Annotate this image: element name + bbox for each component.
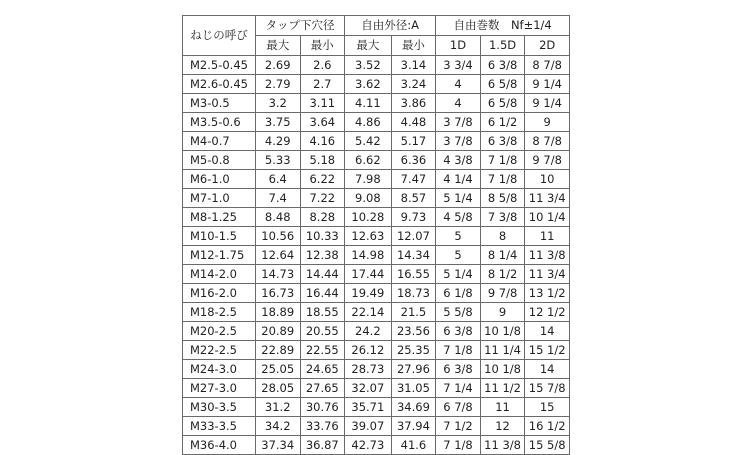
cell-od-min: 6.36 [391,151,436,170]
cell-coils-1d: 7 1/8 [436,436,481,455]
cell-tap-min: 6.22 [300,170,345,189]
cell-coils-1-5d: 10 1/8 [480,322,525,341]
table-row [183,94,570,113]
cell-od-min: 3.86 [391,94,436,113]
cell-size: M3.5-0.6 [183,113,256,132]
table-row [183,170,570,189]
cell-od-max: 12.63 [345,227,392,246]
cell-coils-2d: 11 3/4 [525,189,570,208]
cell-od-max: 4.11 [345,94,392,113]
cell-size: M20-2.5 [183,322,256,341]
cell-tap-min: 22.55 [300,341,345,360]
cell-coils-1-5d: 8 5/8 [480,189,525,208]
cell-coils-2d: 14 [525,322,570,341]
cell-coils-2d: 14 [525,360,570,379]
cell-coils-1d: 7 1/2 [436,417,481,436]
spec-table [182,15,570,455]
cell-tap-min: 33.76 [300,417,345,436]
cell-coils-1-5d: 11 1/2 [480,379,525,398]
cell-tap-max: 10.56 [255,227,300,246]
cell-coils-1d: 3 3/4 [436,56,481,75]
cell-tap-max: 4.29 [255,132,300,151]
cell-od-min: 18.73 [391,284,436,303]
cell-coils-1-5d: 6 3/8 [480,132,525,151]
table-row [183,360,570,379]
cell-coils-1d: 5 [436,227,481,246]
cell-tap-max: 22.89 [255,341,300,360]
cell-od-min: 3.24 [391,75,436,94]
cell-size: M36-4.0 [183,436,256,455]
cell-coils-1-5d: 8 1/2 [480,265,525,284]
cell-od-max: 3.62 [345,75,392,94]
cell-od-max: 42.73 [345,436,392,455]
cell-tap-max: 25.05 [255,360,300,379]
cell-od-min: 12.07 [391,227,436,246]
cell-od-max: 9.08 [345,189,392,208]
cell-tap-max: 14.73 [255,265,300,284]
header-1d: 1D [436,36,481,56]
cell-coils-2d: 15 [525,398,570,417]
cell-tap-min: 12.38 [300,246,345,265]
cell-od-max: 32.07 [345,379,392,398]
cell-tap-max: 28.05 [255,379,300,398]
table-row [183,132,570,151]
cell-coils-1-5d: 9 7/8 [480,284,525,303]
cell-coils-2d: 15 7/8 [525,379,570,398]
cell-tap-min: 2.6 [300,56,345,75]
cell-size: M27-3.0 [183,379,256,398]
cell-coils-1-5d: 6 1/2 [480,113,525,132]
cell-coils-1d: 6 3/8 [436,360,481,379]
cell-tap-max: 6.4 [255,170,300,189]
cell-od-max: 17.44 [345,265,392,284]
cell-tap-min: 8.28 [300,208,345,227]
table-row [183,341,570,360]
cell-od-max: 10.28 [345,208,392,227]
header-2d: 2D [525,36,570,56]
cell-od-min: 5.17 [391,132,436,151]
header-free-coils: 自由巻数 Nf±1/4 [436,16,570,36]
cell-size: M14-2.0 [183,265,256,284]
cell-tap-min: 2.7 [300,75,345,94]
cell-coils-1-5d: 11 3/8 [480,436,525,455]
cell-size: M6-1.0 [183,170,256,189]
cell-coils-1-5d: 6 5/8 [480,94,525,113]
cell-od-min: 7.47 [391,170,436,189]
cell-od-min: 31.05 [391,379,436,398]
header-tap-min: 最小 [300,36,345,56]
cell-coils-2d: 11 3/8 [525,246,570,265]
cell-coils-1d: 7 1/8 [436,341,481,360]
cell-tap-max: 2.69 [255,56,300,75]
cell-coils-1-5d: 7 1/8 [480,170,525,189]
cell-coils-1d: 5 1/4 [436,265,481,284]
table-row [183,265,570,284]
cell-coils-2d: 8 7/8 [525,132,570,151]
cell-coils-2d: 15 5/8 [525,436,570,455]
cell-od-min: 16.55 [391,265,436,284]
cell-od-max: 4.86 [345,113,392,132]
cell-od-min: 37.94 [391,417,436,436]
cell-size: M30-3.5 [183,398,256,417]
table-row [183,246,570,265]
cell-tap-max: 12.64 [255,246,300,265]
cell-tap-max: 8.48 [255,208,300,227]
cell-coils-2d: 13 1/2 [525,284,570,303]
cell-tap-min: 14.44 [300,265,345,284]
cell-coils-2d: 9 [525,113,570,132]
cell-od-max: 7.98 [345,170,392,189]
cell-od-max: 26.12 [345,341,392,360]
table-row [183,303,570,322]
table-body [183,56,570,455]
cell-tap-max: 31.2 [255,398,300,417]
cell-od-min: 25.35 [391,341,436,360]
cell-coils-1d: 6 7/8 [436,398,481,417]
cell-od-max: 19.49 [345,284,392,303]
cell-od-max: 28.73 [345,360,392,379]
table-row [183,56,570,75]
cell-coils-1d: 4 3/8 [436,151,481,170]
cell-coils-1d: 5 1/4 [436,189,481,208]
header-tap-max: 最大 [255,36,300,56]
cell-od-max: 6.62 [345,151,392,170]
cell-coils-2d: 9 1/4 [525,94,570,113]
cell-coils-1d: 3 7/8 [436,113,481,132]
cell-tap-min: 27.65 [300,379,345,398]
cell-coils-1d: 4 5/8 [436,208,481,227]
cell-coils-2d: 8 7/8 [525,56,570,75]
cell-tap-max: 3.75 [255,113,300,132]
cell-size: M2.5-0.45 [183,56,256,75]
cell-coils-1-5d: 6 5/8 [480,75,525,94]
cell-coils-1-5d: 7 3/8 [480,208,525,227]
cell-size: M24-3.0 [183,360,256,379]
table-row [183,379,570,398]
cell-size: M33-3.5 [183,417,256,436]
cell-coils-1-5d: 6 3/8 [480,56,525,75]
cell-tap-max: 16.73 [255,284,300,303]
header-size: ねじの呼び [183,16,256,56]
cell-tap-max: 5.33 [255,151,300,170]
cell-tap-min: 3.64 [300,113,345,132]
cell-od-min: 4.48 [391,113,436,132]
cell-tap-min: 5.18 [300,151,345,170]
cell-od-max: 14.98 [345,246,392,265]
cell-size: M12-1.75 [183,246,256,265]
cell-coils-2d: 12 1/2 [525,303,570,322]
cell-size: M3-0.5 [183,94,256,113]
cell-tap-max: 2.79 [255,75,300,94]
cell-tap-min: 24.65 [300,360,345,379]
cell-tap-max: 7.4 [255,189,300,208]
cell-coils-2d: 11 [525,227,570,246]
cell-coils-1d: 5 5/8 [436,303,481,322]
cell-coils-1d: 5 [436,246,481,265]
cell-coils-1d: 4 [436,75,481,94]
cell-coils-1d: 4 [436,94,481,113]
cell-coils-1d: 6 3/8 [436,322,481,341]
cell-coils-1d: 4 1/4 [436,170,481,189]
table-row [183,436,570,455]
cell-coils-2d: 15 1/2 [525,341,570,360]
header-tap-drill: タップ下穴径 [255,16,344,36]
cell-coils-2d: 9 7/8 [525,151,570,170]
cell-coils-1d: 7 1/4 [436,379,481,398]
cell-coils-2d: 10 [525,170,570,189]
cell-tap-min: 4.16 [300,132,345,151]
cell-size: M2.6-0.45 [183,75,256,94]
cell-tap-min: 30.76 [300,398,345,417]
cell-coils-1-5d: 11 1/4 [480,341,525,360]
cell-tap-max: 18.89 [255,303,300,322]
cell-tap-max: 20.89 [255,322,300,341]
cell-tap-min: 16.44 [300,284,345,303]
cell-size: M22-2.5 [183,341,256,360]
table-row [183,151,570,170]
cell-tap-min: 18.55 [300,303,345,322]
header-od-min: 最小 [391,36,436,56]
cell-size: M5-0.8 [183,151,256,170]
cell-od-max: 3.52 [345,56,392,75]
cell-od-min: 3.14 [391,56,436,75]
header-row-1 [183,16,570,36]
cell-coils-1-5d: 10 1/8 [480,360,525,379]
table-row [183,322,570,341]
cell-size: M4-0.7 [183,132,256,151]
cell-od-max: 35.71 [345,398,392,417]
cell-tap-min: 10.33 [300,227,345,246]
table-row [183,189,570,208]
table-row [183,113,570,132]
header-free-od: 自由外径:A [345,16,436,36]
cell-od-min: 21.5 [391,303,436,322]
cell-tap-max: 34.2 [255,417,300,436]
cell-od-min: 14.34 [391,246,436,265]
cell-od-max: 22.14 [345,303,392,322]
table-row [183,284,570,303]
cell-od-min: 27.96 [391,360,436,379]
cell-coils-2d: 10 1/4 [525,208,570,227]
cell-coils-2d: 16 1/2 [525,417,570,436]
cell-od-max: 24.2 [345,322,392,341]
cell-coils-1-5d: 7 1/8 [480,151,525,170]
cell-coils-1-5d: 9 [480,303,525,322]
table-row [183,398,570,417]
cell-tap-min: 36.87 [300,436,345,455]
cell-tap-min: 20.55 [300,322,345,341]
table-row [183,75,570,94]
cell-coils-1-5d: 11 [480,398,525,417]
cell-size: M7-1.0 [183,189,256,208]
cell-od-max: 39.07 [345,417,392,436]
header-1-5d: 1.5D [480,36,525,56]
cell-size: M10-1.5 [183,227,256,246]
cell-coils-2d: 9 1/4 [525,75,570,94]
cell-coils-1-5d: 8 [480,227,525,246]
cell-size: M18-2.5 [183,303,256,322]
cell-od-min: 9.73 [391,208,436,227]
cell-coils-1d: 6 1/8 [436,284,481,303]
cell-tap-min: 7.22 [300,189,345,208]
cell-coils-1d: 3 7/8 [436,132,481,151]
cell-od-max: 5.42 [345,132,392,151]
table-row [183,417,570,436]
table-row [183,208,570,227]
cell-od-min: 23.56 [391,322,436,341]
header-od-max: 最大 [345,36,392,56]
table-row [183,227,570,246]
cell-tap-max: 37.34 [255,436,300,455]
cell-coils-1-5d: 12 [480,417,525,436]
cell-od-min: 41.6 [391,436,436,455]
cell-size: M16-2.0 [183,284,256,303]
cell-tap-min: 3.11 [300,94,345,113]
cell-size: M8-1.25 [183,208,256,227]
cell-tap-max: 3.2 [255,94,300,113]
cell-od-min: 34.69 [391,398,436,417]
cell-od-min: 8.57 [391,189,436,208]
cell-coils-1-5d: 8 1/4 [480,246,525,265]
cell-coils-2d: 11 3/4 [525,265,570,284]
